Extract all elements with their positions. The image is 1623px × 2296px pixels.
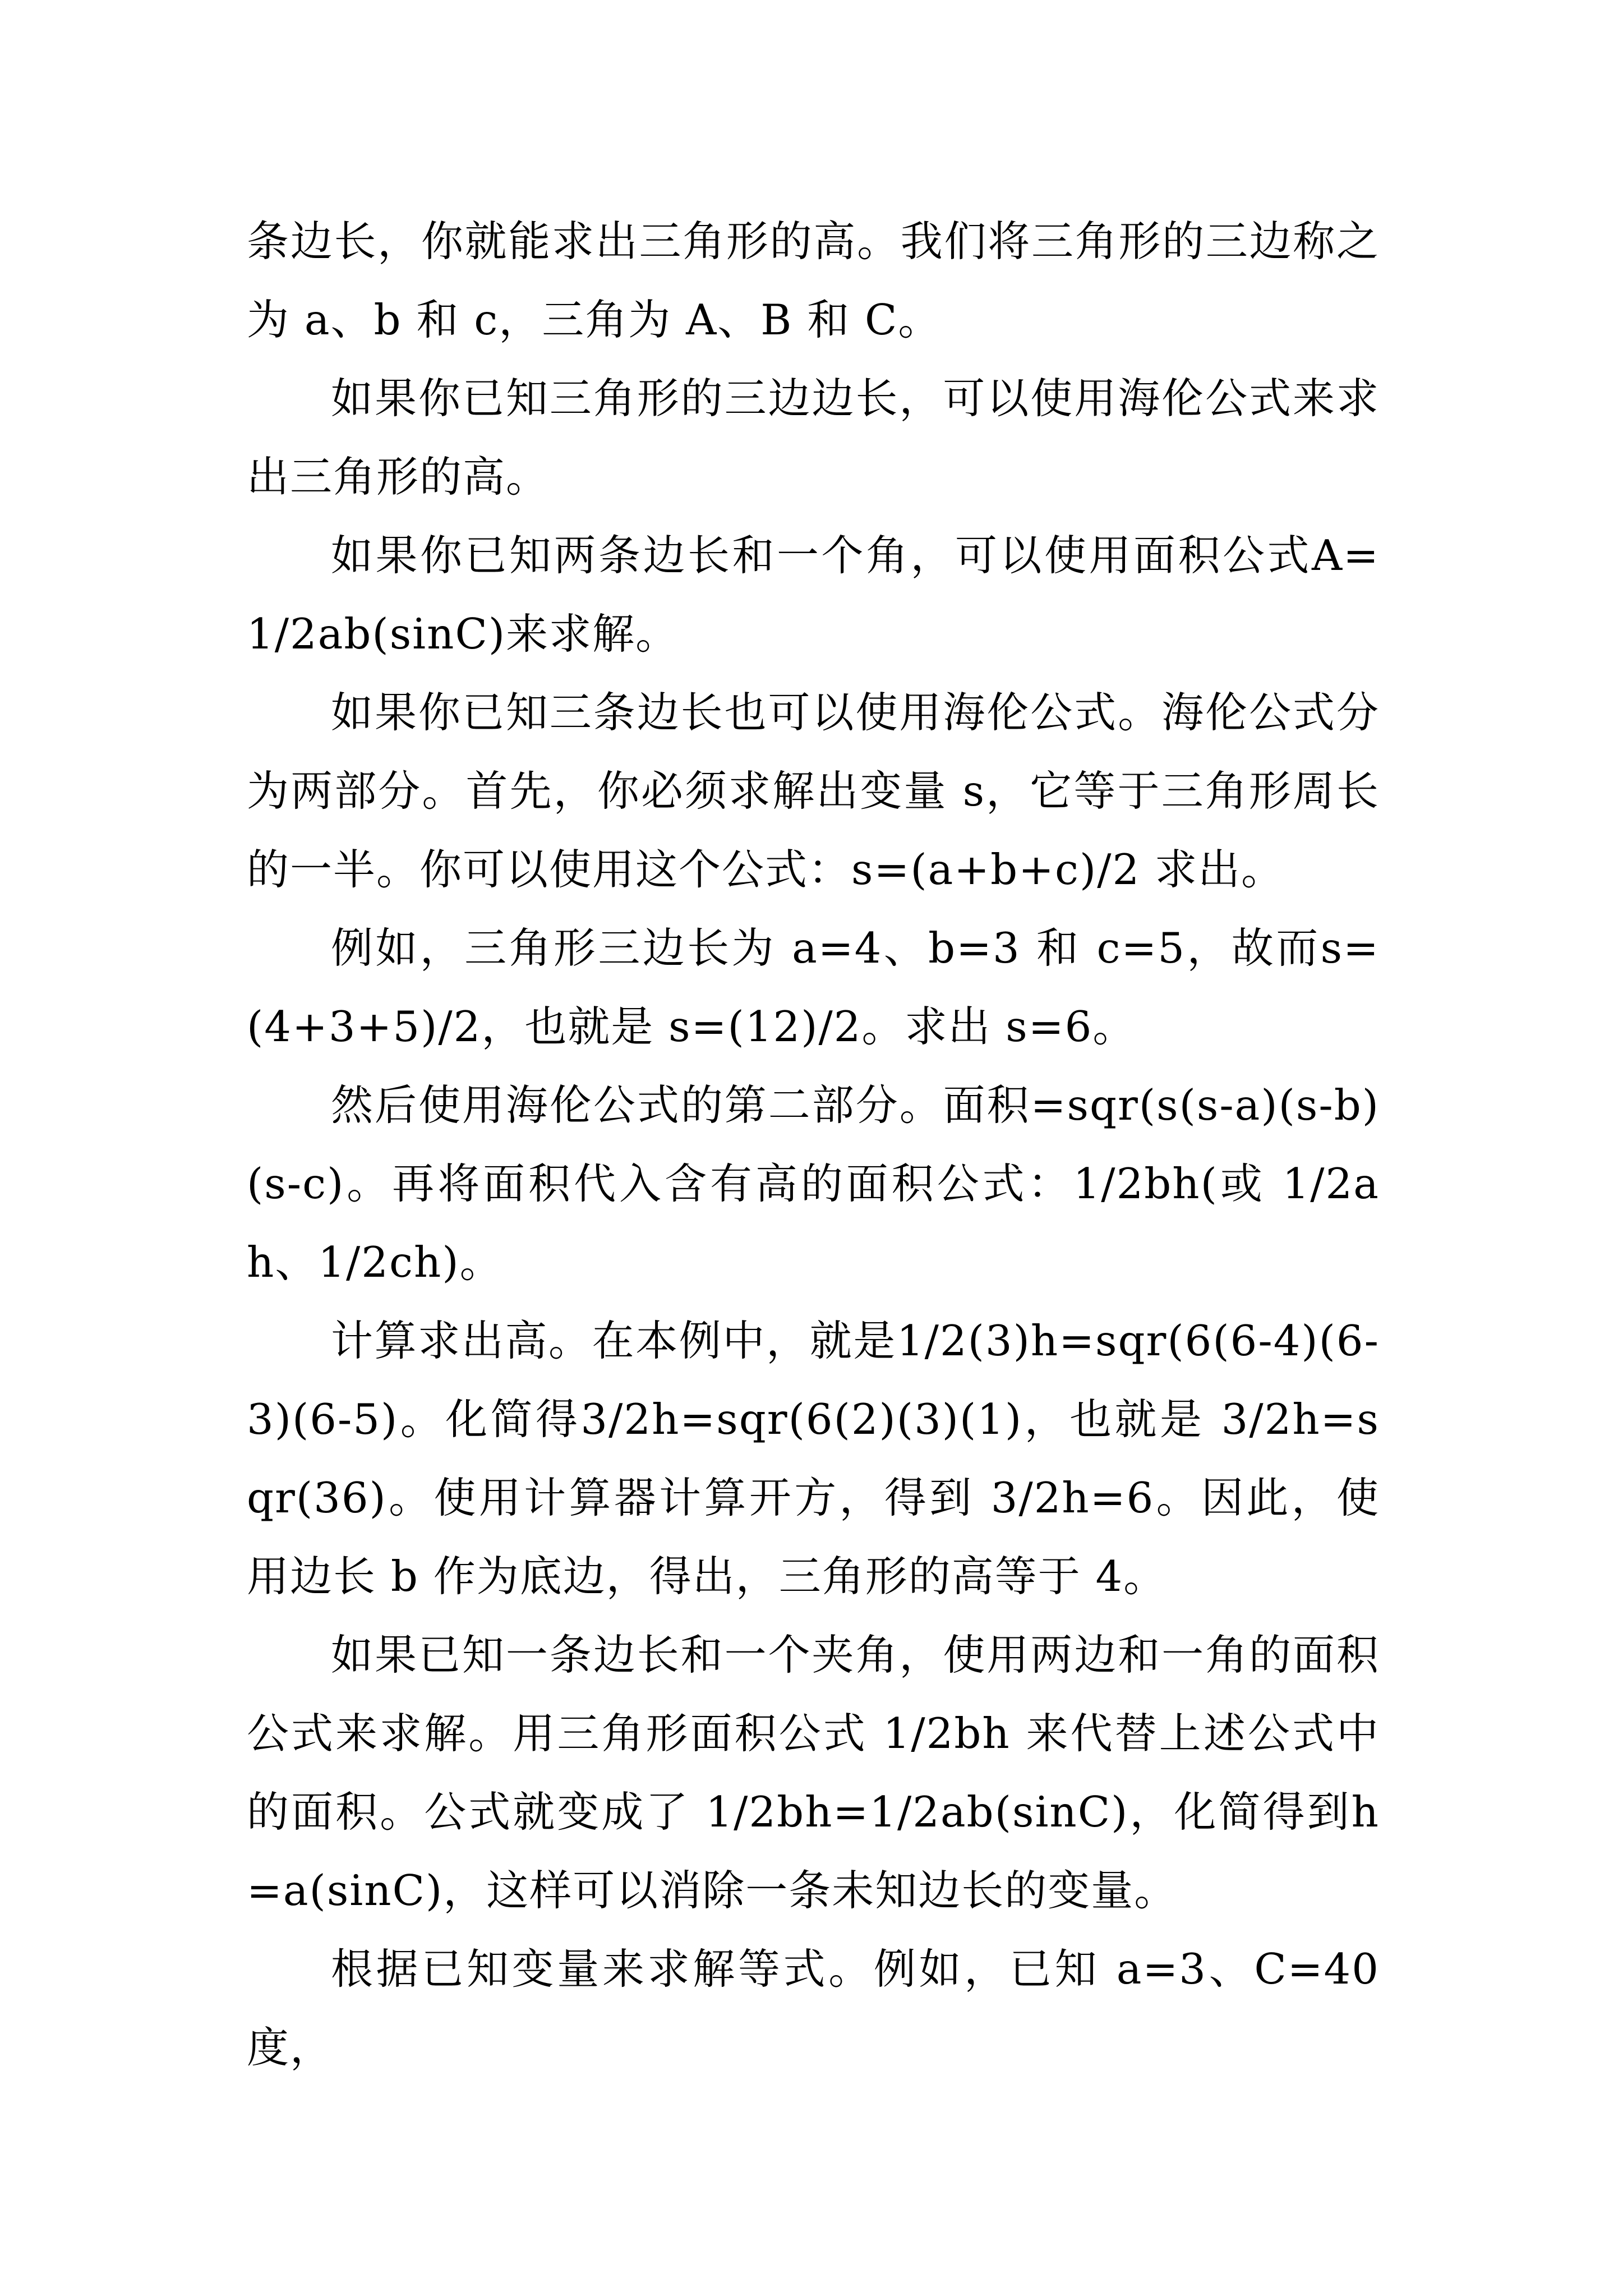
paragraph-7: 计算求出高。在本例中，就是1/2(3)h=sqr(6(6-4)(6-3)(6-5)。化简得3/2h=sqr(6(2)(3)(1)，也就是 3/2h=sqr(36)。使用计算器计算开方，得到 3/2h=6。因此，使用边长 b 作为底边，得出，三角形的高等于 4。 bbox=[247, 1316, 1380, 1601]
paragraph-9: 根据已知变量来求解等式。例如，已知 a=3、C=40 度， bbox=[247, 1944, 1380, 2072]
paragraph-4: 如果你已知三条边长也可以使用海伦公式。海伦公式分为两部分。首先，你必须求解出变量 s，它等于三角形周长的一半。你可以使用这个公式：s=(a+b+c)/2 求出。 bbox=[247, 688, 1380, 894]
paragraph-5: 例如，三角形三边长为 a=4、b=3 和 c=5，故而s=(4+3+5)/2，也就是 s=(12)/2。求出 s=6。 bbox=[247, 923, 1380, 1051]
paragraph-2: 如果你已知三角形的三边边长，可以使用海伦公式来求出三角形的高。 bbox=[247, 374, 1380, 501]
paragraph-8: 如果已知一条边长和一个夹角，使用两边和一角的面积公式来求解。用三角形面积公式 1/2bh 来代替上述公式中的面积。公式就变成了 1/2bh=1/2ab(sinC)，化简得到h=a(sinC)，这样可以消除一条未知边长的变量。 bbox=[247, 1630, 1380, 1915]
paragraph-6: 然后使用海伦公式的第二部分。面积=sqr(s(s-a)(s-b)(s-c)。再将面积代入含有高的面积公式：1/2bh(或 1/2ah、1/2ch)。 bbox=[247, 1080, 1380, 1287]
document-body bbox=[247, 202, 1380, 2087]
paragraph-3: 如果你已知两条边长和一个角，可以使用面积公式A=1/2ab(sinC)来求解。 bbox=[247, 531, 1380, 659]
paragraph-1: 条边长，你就能求出三角形的高。我们将三角形的三边称之为 a、b 和 c，三角为 A、B 和 C。 bbox=[247, 217, 1380, 344]
